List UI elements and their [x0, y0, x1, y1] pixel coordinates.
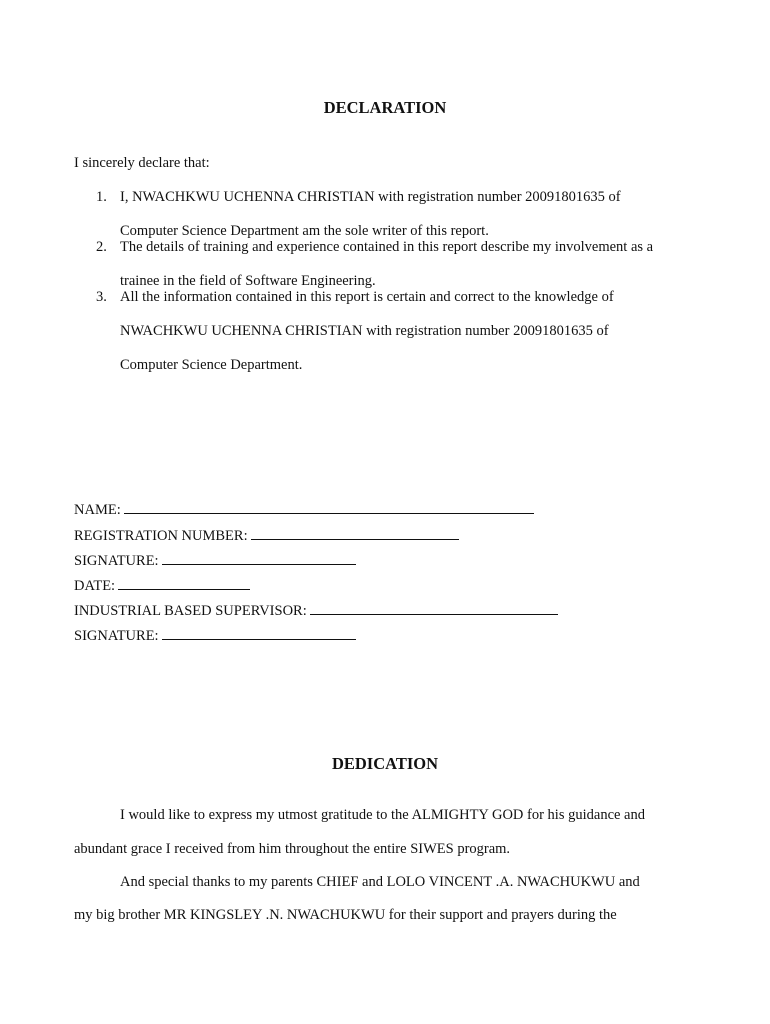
- date-label: DATE:: [74, 578, 116, 594]
- name-blank-line: [124, 499, 534, 514]
- list-item-line: NWACHKWU UCHENNA CHRISTIAN with registration number 20091801635 of: [120, 323, 609, 339]
- supervisor-label: INDUSTRIAL BASED SUPERVISOR:: [74, 603, 307, 619]
- date-field: [74, 575, 250, 594]
- name-label: NAME:: [74, 502, 121, 518]
- registration-field: [74, 525, 459, 544]
- name-field: [74, 499, 534, 518]
- signature2-label: SIGNATURE:: [74, 628, 159, 644]
- list-item-line: Computer Science Department.: [120, 357, 303, 373]
- signature2-blank-line: [162, 625, 356, 640]
- date-blank-line: [118, 575, 250, 590]
- signature2-field: [74, 625, 356, 644]
- registration-blank-line: [251, 525, 459, 540]
- supervisor-blank-line: [310, 600, 558, 615]
- registration-label: REGISTRATION NUMBER:: [74, 528, 248, 544]
- signature-field: [74, 550, 356, 569]
- list-item-line: All the information contained in this report is certain and correct to the knowledge of: [120, 289, 614, 305]
- list-item-line: I, NWACHKWU UCHENNA CHRISTIAN with registration number 20091801635 of: [120, 189, 621, 205]
- list-number: 2.: [96, 239, 107, 255]
- list-item-line: trainee in the field of Software Engineering.: [120, 273, 376, 289]
- list-item-line: The details of training and experience contained in this report describe my involvement as a: [120, 239, 654, 255]
- declaration-intro: I sincerely declare that:: [74, 155, 210, 171]
- signature-blank-line: [162, 550, 356, 565]
- dedication-line: my big brother MR KINGSLEY .N. NWACHUKWU for their support and prayers during the: [74, 907, 617, 923]
- dedication-line: I would like to express my utmost gratitude to the ALMIGHTY GOD for his guidance and: [120, 807, 645, 823]
- dedication-title: DEDICATION: [331, 754, 439, 773]
- dedication-line: abundant grace I received from him throughout the entire SIWES program.: [74, 841, 511, 857]
- signature-label: SIGNATURE:: [74, 553, 159, 569]
- supervisor-field: [74, 600, 558, 619]
- list-number: 1.: [96, 189, 107, 205]
- list-item-line: Computer Science Department am the sole writer of this report.: [120, 223, 489, 239]
- list-number: 3.: [96, 289, 107, 305]
- dedication-line: And special thanks to my parents CHIEF and LOLO VINCENT .A. NWACHUKWU and: [120, 874, 640, 890]
- declaration-title: DECLARATION: [323, 98, 447, 117]
